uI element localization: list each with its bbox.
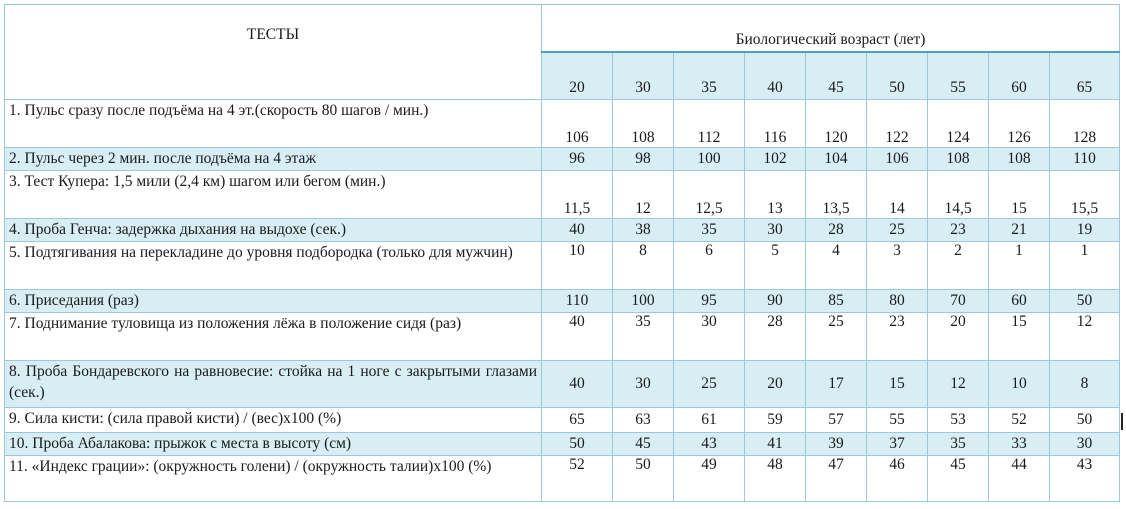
- value-cell: 33: [989, 433, 1050, 456]
- value-cell: 108: [613, 100, 674, 148]
- value-cell: 100: [613, 290, 674, 313]
- value-cell: 15: [989, 171, 1050, 219]
- value-cell: 14,5: [928, 171, 989, 219]
- value-cell: 3: [867, 242, 928, 290]
- value-cell: 20: [745, 361, 806, 408]
- table-row: [5, 456, 1120, 502]
- value-cell: 50: [542, 433, 613, 456]
- value-cell: 122: [867, 100, 928, 148]
- value-cell: 59: [745, 408, 806, 433]
- test-label: 7. Поднимание туловища из положения лёжа в положение сидя (раз): [5, 313, 542, 361]
- value-cell: 108: [989, 148, 1050, 171]
- value-cell: 17: [806, 361, 867, 408]
- value-cell: 110: [1050, 148, 1120, 171]
- value-cell: 104: [806, 148, 867, 171]
- value-cell: 13: [745, 171, 806, 219]
- test-label: 4. Проба Генча: задержка дыхания на выдохе (сек.): [5, 219, 542, 242]
- value-cell: 28: [745, 313, 806, 361]
- table-row: [5, 290, 1120, 313]
- value-cell: 55: [867, 408, 928, 433]
- value-cell: 35: [613, 313, 674, 361]
- value-cell: 40: [542, 219, 613, 242]
- value-cell: 15: [867, 361, 928, 408]
- test-label: 9. Сила кисти: (сила правой кисти) / (вес)х100 (%): [5, 408, 542, 433]
- test-label: 6. Приседания (раз): [5, 290, 542, 313]
- value-cell: 52: [989, 408, 1050, 433]
- value-cell: 98: [613, 148, 674, 171]
- value-cell: 61: [674, 408, 745, 433]
- value-cell: 106: [867, 148, 928, 171]
- value-cell: 40: [542, 361, 613, 408]
- value-cell: 11,5: [542, 171, 613, 219]
- tests-header: ТЕСТЫ: [5, 5, 542, 100]
- value-cell: 102: [745, 148, 806, 171]
- value-cell: 116: [745, 100, 806, 148]
- test-label: 2. Пульс через 2 мин. после подъёма на 4 этаж: [5, 148, 542, 171]
- value-cell: 12: [928, 361, 989, 408]
- table-row: [5, 361, 1120, 408]
- value-cell: 23: [867, 313, 928, 361]
- value-cell: 4: [806, 242, 867, 290]
- value-cell: 40: [542, 313, 613, 361]
- value-cell: 41: [745, 433, 806, 456]
- value-cell: 126: [989, 100, 1050, 148]
- value-cell: 1: [989, 242, 1050, 290]
- value-cell: 63: [613, 408, 674, 433]
- value-cell: 14: [867, 171, 928, 219]
- test-label: 11. «Индекс грации»: (окружность голени) / (окружность талии)х100 (%): [5, 456, 542, 502]
- value-cell: 23: [928, 219, 989, 242]
- value-cell: 13,5: [806, 171, 867, 219]
- value-cell: 25: [867, 219, 928, 242]
- value-cell: 70: [928, 290, 989, 313]
- value-cell: 57: [806, 408, 867, 433]
- value-cell: 50: [1050, 408, 1120, 433]
- value-cell: 112: [674, 100, 745, 148]
- value-cell: 19: [1050, 219, 1120, 242]
- value-cell: 95: [674, 290, 745, 313]
- table-row: [5, 100, 1120, 148]
- value-cell: 47: [806, 456, 867, 502]
- value-cell: 85: [806, 290, 867, 313]
- age-header-60: 60: [989, 52, 1050, 100]
- value-cell: 8: [1050, 361, 1120, 408]
- value-cell: 15: [989, 313, 1050, 361]
- text-cursor: [1121, 413, 1123, 430]
- table-row: [5, 171, 1120, 219]
- value-cell: 38: [613, 219, 674, 242]
- value-cell: 28: [806, 219, 867, 242]
- table-row: [5, 219, 1120, 242]
- age-header-65: 65: [1050, 52, 1120, 100]
- value-cell: 25: [806, 313, 867, 361]
- value-cell: 8: [613, 242, 674, 290]
- value-cell: 50: [1050, 290, 1120, 313]
- value-cell: 43: [674, 433, 745, 456]
- value-cell: 35: [928, 433, 989, 456]
- value-cell: 12,5: [674, 171, 745, 219]
- value-cell: 44: [989, 456, 1050, 502]
- value-cell: 65: [542, 408, 613, 433]
- value-cell: 80: [867, 290, 928, 313]
- value-cell: 49: [674, 456, 745, 502]
- value-cell: 1: [1050, 242, 1120, 290]
- value-cell: 12: [1050, 313, 1120, 361]
- value-cell: 30: [613, 361, 674, 408]
- value-cell: 48: [745, 456, 806, 502]
- value-cell: 108: [928, 148, 989, 171]
- table-row: [5, 148, 1120, 171]
- value-cell: 60: [989, 290, 1050, 313]
- value-cell: 12: [613, 171, 674, 219]
- value-cell: 96: [542, 148, 613, 171]
- value-cell: 6: [674, 242, 745, 290]
- value-cell: 53: [928, 408, 989, 433]
- value-cell: 50: [613, 456, 674, 502]
- age-header-20: 20: [542, 52, 613, 100]
- table-row: [5, 408, 1120, 433]
- age-header-35: 35: [674, 52, 745, 100]
- table-row: [5, 313, 1120, 361]
- test-label: 3. Тест Купера: 1,5 мили (2,4 км) шагом или бегом (мин.): [5, 171, 542, 219]
- value-cell: 21: [989, 219, 1050, 242]
- value-cell: 46: [867, 456, 928, 502]
- value-cell: 37: [867, 433, 928, 456]
- value-cell: 39: [806, 433, 867, 456]
- table-row: [5, 242, 1120, 290]
- age-header-45: 45: [806, 52, 867, 100]
- value-cell: 2: [928, 242, 989, 290]
- age-header-30: 30: [613, 52, 674, 100]
- test-label: 8. Проба Бондаревского на равновесие: стойка на 1 ноге с закрытыми глазами (сек.): [5, 361, 542, 408]
- value-cell: 52: [542, 456, 613, 502]
- value-cell: 100: [674, 148, 745, 171]
- age-header-40: 40: [745, 52, 806, 100]
- value-cell: 120: [806, 100, 867, 148]
- table-row: [5, 433, 1120, 456]
- value-cell: 106: [542, 100, 613, 148]
- value-cell: 45: [928, 456, 989, 502]
- value-cell: 110: [542, 290, 613, 313]
- biological-age-header: Биологический возраст (лет): [542, 5, 1120, 52]
- value-cell: 10: [989, 361, 1050, 408]
- value-cell: 128: [1050, 100, 1120, 148]
- value-cell: 5: [745, 242, 806, 290]
- value-cell: 90: [745, 290, 806, 313]
- value-cell: 30: [1050, 433, 1120, 456]
- value-cell: 10: [542, 242, 613, 290]
- age-header-50: 50: [867, 52, 928, 100]
- test-label: 5. Подтягивания на перекладине до уровня подбородка (только для мужчин): [5, 242, 542, 290]
- test-label: 10. Проба Абалакова: прыжок с места в высоту (см): [5, 433, 542, 456]
- value-cell: 20: [928, 313, 989, 361]
- value-cell: 30: [674, 313, 745, 361]
- test-label: 1. Пульс сразу после подъёма на 4 эт.(скорость 80 шагов / мин.): [5, 100, 542, 148]
- value-cell: 30: [745, 219, 806, 242]
- biological-age-table: [4, 4, 1120, 502]
- value-cell: 124: [928, 100, 989, 148]
- value-cell: 45: [613, 433, 674, 456]
- value-cell: 25: [674, 361, 745, 408]
- value-cell: 43: [1050, 456, 1120, 502]
- value-cell: 35: [674, 219, 745, 242]
- age-header-55: 55: [928, 52, 989, 100]
- value-cell: 15,5: [1050, 171, 1120, 219]
